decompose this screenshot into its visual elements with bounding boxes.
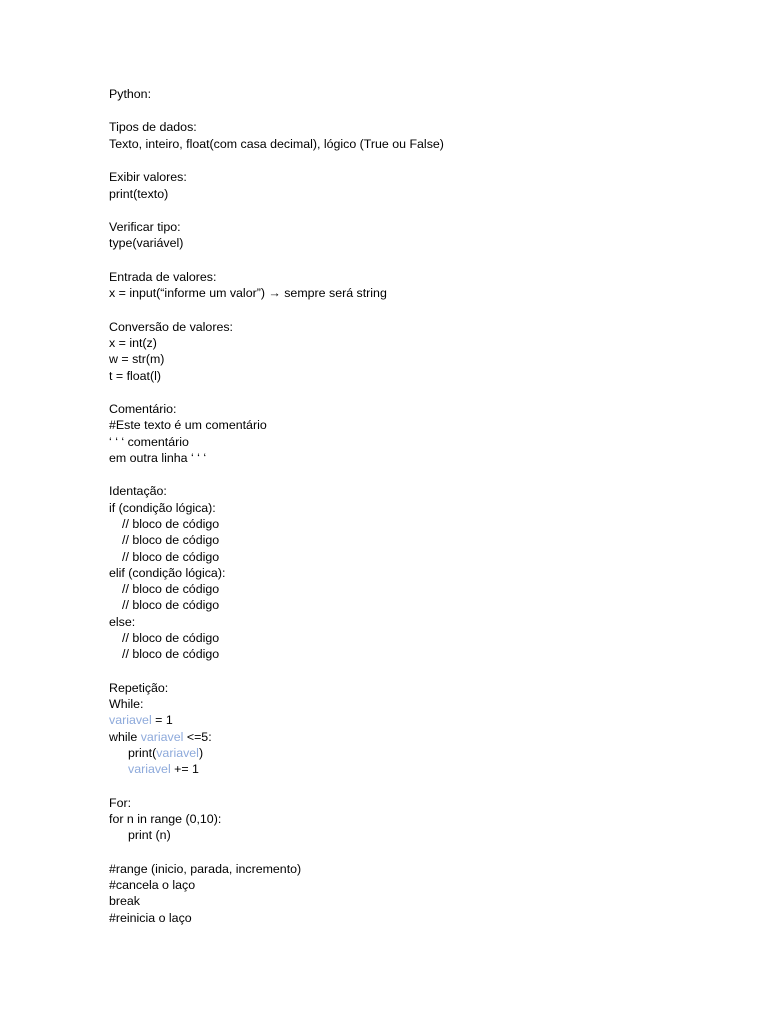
for-print-line: print (n) [128, 828, 171, 843]
code-block-line: // bloco de código [122, 582, 220, 597]
variable-name: variavel [128, 762, 171, 777]
assign-line [109, 712, 729, 728]
section-heading-entrada: Entrada de valores: [109, 269, 217, 284]
variable-name: variavel [140, 729, 184, 744]
conversao-line: w = str(m) [109, 352, 165, 367]
print-close: ) [198, 746, 204, 760]
assign-rest: = 1 [151, 713, 173, 728]
entrada-note: sempre será string [280, 286, 387, 301]
spacer [109, 384, 729, 401]
tipos-line: Texto, inteiro, float(com casa decimal), lógico (True ou False) [109, 136, 444, 151]
spacer [109, 152, 729, 169]
section-heading-for: For: [109, 795, 132, 810]
document-page [109, 86, 729, 926]
spacer [109, 301, 729, 318]
extras-line: #cancela o laço [109, 878, 196, 893]
spacer [109, 844, 729, 861]
extras-line: #reinicia o laço [109, 910, 192, 925]
section-heading-exibir: Exibir valores: [109, 170, 187, 185]
arrow-right-icon: → [268, 286, 281, 301]
code-block-line: // bloco de código [122, 631, 220, 646]
section-heading-comentario: Comentário: [109, 401, 177, 416]
spacer [109, 778, 729, 795]
spacer [109, 252, 729, 269]
section-heading-conversao: Conversão de valores: [109, 319, 233, 334]
section-heading-verificar: Verificar tipo: [109, 220, 181, 235]
increment-rest: += 1 [170, 762, 199, 777]
while-keyword: while [109, 729, 141, 744]
extras-line: #range (inicio, parada, incremento) [109, 861, 302, 876]
entrada-line [109, 285, 729, 301]
section-heading-identacao: Identação: [109, 484, 167, 499]
code-block-line: // bloco de código [122, 647, 220, 662]
code-block-line: // bloco de código [122, 549, 220, 564]
extras-line: break [109, 894, 140, 909]
increment-line [109, 761, 729, 777]
else-line: else: [109, 614, 136, 629]
spacer [109, 102, 729, 119]
code-block-line: // bloco de código [122, 516, 220, 531]
for-line: for n in range (0,10): [109, 812, 222, 827]
section-heading-repeticao: Repetição: [109, 680, 169, 695]
code-block-line: // bloco de código [122, 598, 220, 613]
comentario-line: #Este texto é um comentário [109, 418, 267, 433]
comentario-line: ‘ ‘ ‘ comentário [109, 434, 189, 449]
spacer [109, 663, 729, 680]
while-condition: <=5: [183, 729, 212, 744]
verificar-line: type(variável) [109, 236, 184, 251]
variable-name: variavel [109, 713, 152, 728]
elif-line: elif (condição lógica): [109, 565, 226, 580]
variable-name: variavel [156, 746, 199, 760]
exibir-line: print(texto) [109, 186, 169, 201]
code-block-line: // bloco de código [122, 533, 220, 548]
print-line [109, 745, 729, 761]
spacer [109, 466, 729, 483]
while-line [109, 729, 729, 745]
conversao-line: x = int(z) [109, 335, 157, 350]
comentario-line: em outra linha ‘ ‘ ‘ [109, 450, 207, 465]
section-heading-tipos: Tipos de dados: [109, 120, 197, 135]
if-line: if (condição lógica): [109, 500, 216, 515]
while-heading: While: [109, 697, 144, 712]
conversao-line: t = float(l) [109, 368, 161, 383]
print-open: print( [128, 746, 157, 760]
document-title: Python: [109, 87, 152, 101]
entrada-code: x = input(“informe um valor”) [109, 286, 269, 301]
spacer [109, 202, 729, 219]
